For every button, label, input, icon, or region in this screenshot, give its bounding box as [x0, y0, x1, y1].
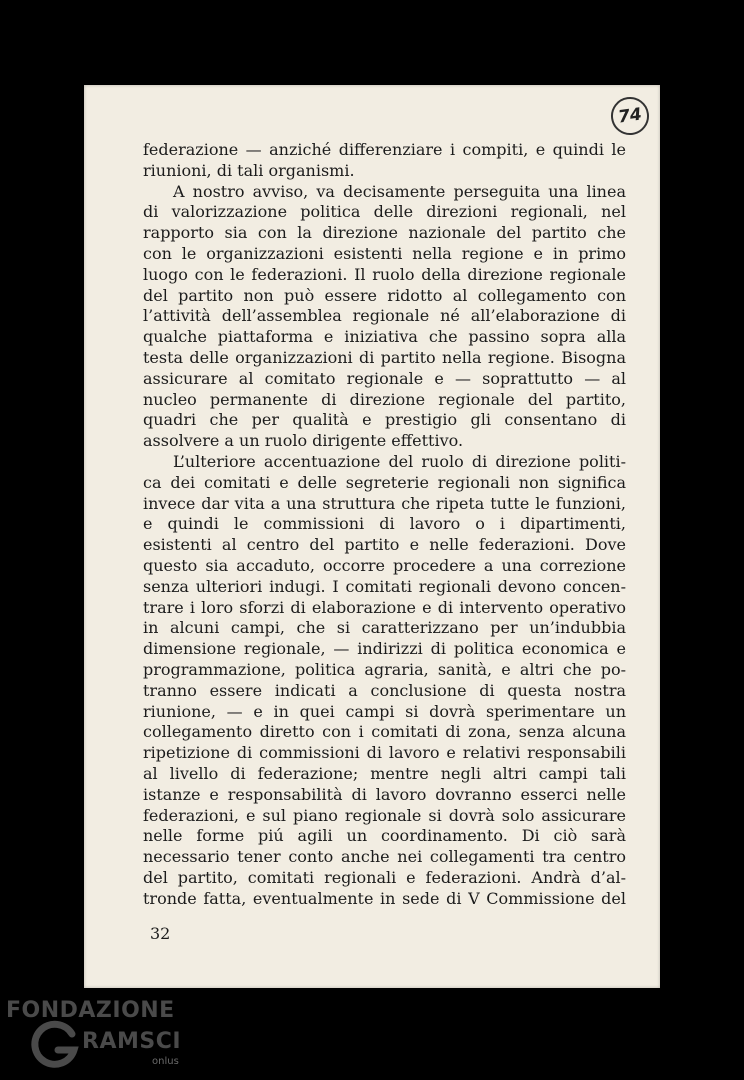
handwritten-folio-number: 74 — [609, 95, 652, 138]
text-line: e quindi le commissioni di lavoro o i dipartimenti, — [143, 514, 626, 534]
text-line: A nostro avviso, va decisamente perseguita una linea — [173, 181, 626, 201]
page-number: 32 — [150, 924, 171, 943]
text-line: rapporto sia con la direzione nazionale del partito che — [143, 223, 626, 243]
text-line: con le organizzazioni esistenti nella regione e in primo — [143, 243, 626, 263]
fondazione-gramsci-logo — [6, 996, 206, 1076]
logo-text-line2: RAMSCI — [82, 1029, 182, 1054]
text-line: programmazione, politica agraria, sanità, e altri che po- — [143, 659, 626, 679]
text-line: tranno essere indicati a conclusione di questa nostra — [143, 680, 626, 700]
text-line: necessario tener conto anche nei collegamenti tra centro — [143, 847, 626, 867]
text-line: questo sia accaduto, occorre procedere a una correzione — [143, 555, 626, 575]
text-line: quadri che per qualità e prestigio gli consentano di — [143, 410, 626, 430]
text-line: al livello di federazione; mentre negli altri campi tali — [143, 763, 626, 783]
page-body-text — [143, 140, 626, 909]
text-line: esistenti al centro del partito e nelle federazioni. Dove — [143, 535, 626, 555]
text-line: ca dei comitati e delle segreterie regionali non significa — [143, 472, 626, 492]
text-line: di valorizzazione politica delle direzioni regionali, nel — [143, 202, 626, 222]
text-line: riunioni, di tali organismi. — [143, 160, 355, 180]
logo-g-icon — [30, 1020, 80, 1070]
text-line: invece dar vita a una struttura che ripeta tutte le funzioni, — [143, 493, 626, 513]
text-line: collegamento diretto con i comitati di zona, senza alcuna — [143, 722, 626, 742]
text-line: qualche piattaforma e iniziativa che passino sopra alla — [143, 327, 626, 347]
text-line: senza ulteriori indugi. I comitati regionali devono concen- — [143, 576, 626, 596]
text-line: nucleo permanente di direzione regionale del partito, — [143, 389, 626, 409]
text-line: dimensione regionale, — indirizzi di politica economica e — [143, 639, 626, 659]
text-line: ripetizione di commissioni di lavoro e relativi responsabili — [143, 743, 626, 763]
text-line: L’ulteriore accentuazione del ruolo di direzione politi- — [173, 451, 626, 471]
text-line: assicurare al comitato regionale e — soprattutto — al — [143, 368, 626, 388]
text-line: trare i loro sforzi di elaborazione e di intervento operativo — [143, 597, 626, 617]
text-line: riunione, — e in quei campi si dovrà sperimentare un — [143, 701, 626, 721]
text-line: istanze e responsabilità di lavoro dovranno esserci nelle — [143, 784, 626, 804]
text-line: federazione — anziché differenziare i compiti, e quindi le — [143, 140, 626, 159]
text-line: assolvere a un ruolo dirigente effettivo. — [143, 431, 464, 451]
text-line: testa delle organizzazioni di partito nella regione. Bisogna — [143, 347, 626, 367]
text-line: del partito, comitati regionali e federazioni. Andrà d’al- — [143, 867, 626, 887]
text-line: nelle forme piú agili un coordinamento. Di ciò sarà — [143, 826, 626, 846]
text-line: in alcuni campi, che si caratterizzano per un’indubbia — [143, 618, 626, 638]
logo-text-line1: FONDAZIONE — [6, 998, 175, 1023]
text-line: del partito non può essere ridotto al collegamento con — [143, 285, 626, 305]
text-line: federazioni, e sul piano regionale si dovrà solo assicurare — [143, 805, 626, 825]
text-line: luogo con le federazioni. Il ruolo della direzione regionale — [143, 264, 626, 284]
logo-suffix: onlus — [152, 1056, 179, 1067]
text-line: l’attività dell’assemblea regionale né all’elaborazione di — [143, 306, 626, 326]
text-line: tronde fatta, eventualmente in sede di V Commissione del — [143, 888, 626, 908]
